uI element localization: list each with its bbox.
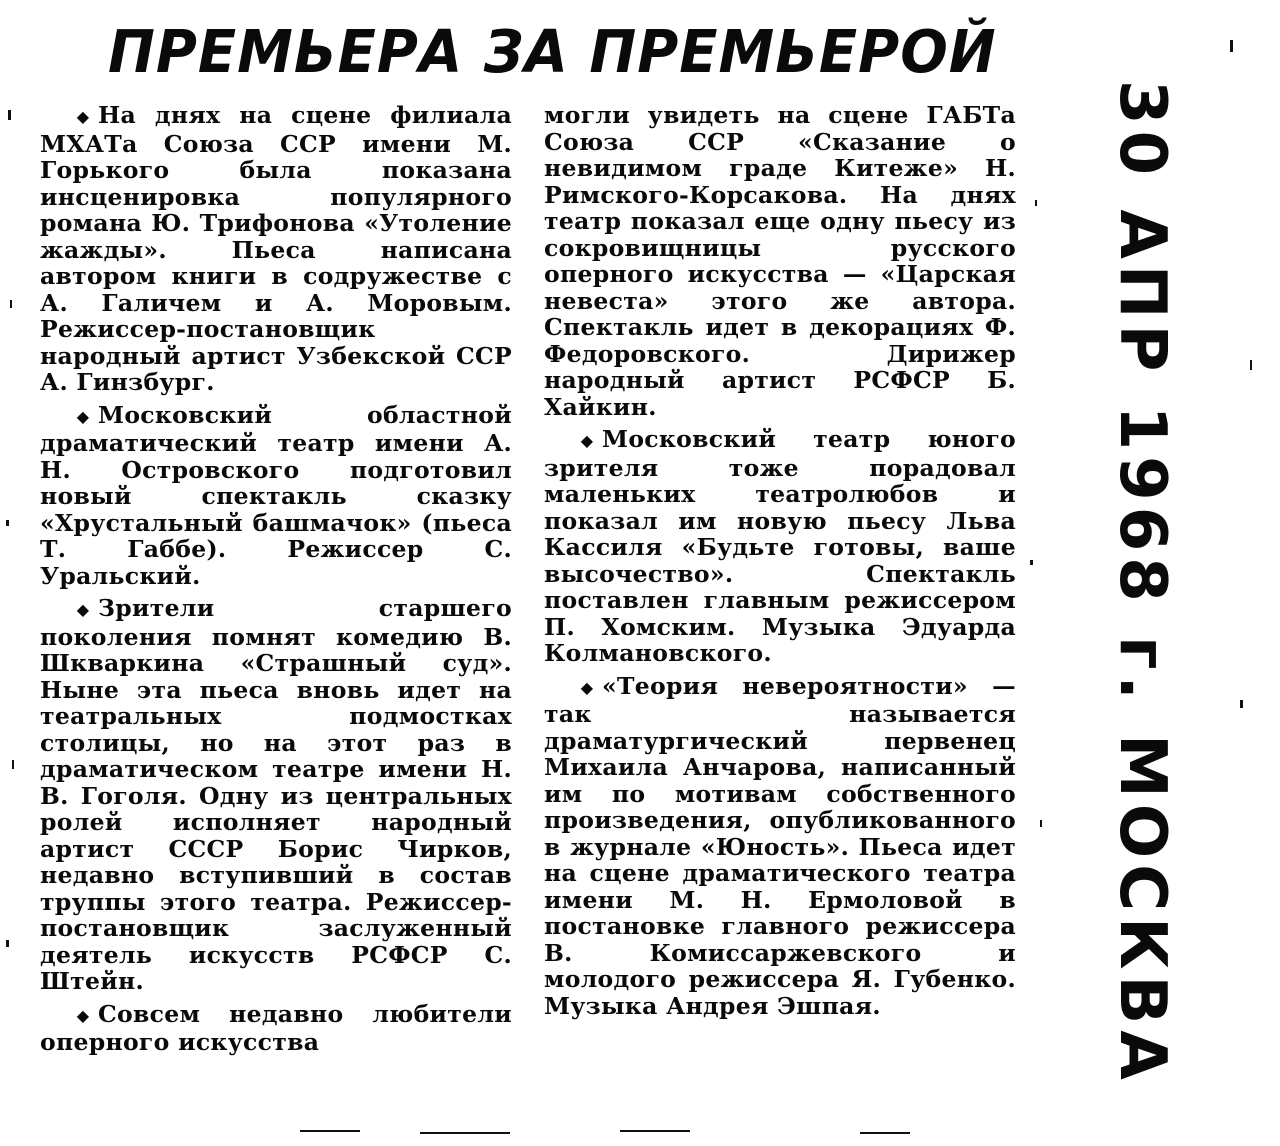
diamond-bullet-icon: ◆ (580, 677, 594, 697)
article-paragraph: ◆ Московский театр юного зрителя тоже порадовал маленьких театролюбов и показал им новую пьесу Льва Кассиля «Будьте готовы, ваше высочество». Спектакль поставлен главным режиссером П. Хомским. Музыка Эдуарда Колмановского. (544, 425, 1016, 667)
article-paragraph: могли увидеть на сцене ГАБТа Союза ССР «Сказание о невидимом граде Китеже» Н. Римского-Корсакова. На днях театр показал еще одну пьесу из сокровищницы русского оперного искусства — «Царская невеста» этого же автора. Спектакль идет в декорациях Ф. Федоровского. Дирижер народный артист РСФСР Б. Хайкин. (544, 101, 1016, 421)
article-column-left (40, 102, 512, 1062)
date-stamp-text: 30 АПР 1968 г. МОСКВА (1105, 80, 1179, 1086)
diamond-bullet-icon: ◆ (76, 1005, 90, 1025)
article-paragraph: ◆ «Теория невероятности» — так называется драматургический первенец Михаила Анчарова, написанный им по мотивам собственного произведения, опубликованного в журнале «Юность». Пьеса идет на сцене драматического театра имени М. Н. Ермоловой в постановке главного режиссера В. Комиссаржевского и молодого режиссера Я. Губенко. Музыка Андрея Эшпая. (544, 671, 1016, 1020)
diamond-bullet-icon: ◆ (76, 600, 90, 619)
diamond-bullet-icon: ◆ (580, 431, 594, 450)
diamond-bullet-icon: ◆ (76, 406, 90, 426)
article-paragraph: ◆ Московский областной драматический театр имени А. Н. Островского подготовил новый спектакль сказку «Хрустальный башмачок» (пьеса Т. Габбе). Режиссер С. Уральский. (40, 400, 512, 590)
article-paragraph: ◆ Зрители старшего поколения помнят комедию В. Шкваркина «Страшный суд». Ныне эта пьеса вновь идет на театральных подмостках столицы, но на этот раз в драматическом театре имени Н. В. Гоголя. Одну из центральных ролей исполняет народный артист СССР Борис Чирков, недавно вступивший в состав труппы этого театра. Режиссер-постановщик заслуженный деятель искусств РСФСР С. Штейн. (40, 594, 512, 995)
article-column-right (544, 102, 1016, 1025)
article-paragraph: ◆ Совсем недавно любители оперного искусства (40, 999, 512, 1056)
article-paragraph: ◆ На днях на сцене филиала МХАТа Союза ССР имени М. Горького была показана инсценировка популярного романа Ю. Трифонова «Утоление жажды». Пьеса написана автором книги в содружестве с А. Галичем и А. Моровым. Режиссер-постановщик народный артист Узбекской ССР А. Гинзбург. (40, 101, 512, 396)
headline: ПРЕМЬЕРА ЗА ПРЕМЬЕРОЙ (108, 18, 997, 87)
diamond-bullet-icon: ◆ (76, 107, 90, 126)
date-stamp (1082, 80, 1202, 1120)
